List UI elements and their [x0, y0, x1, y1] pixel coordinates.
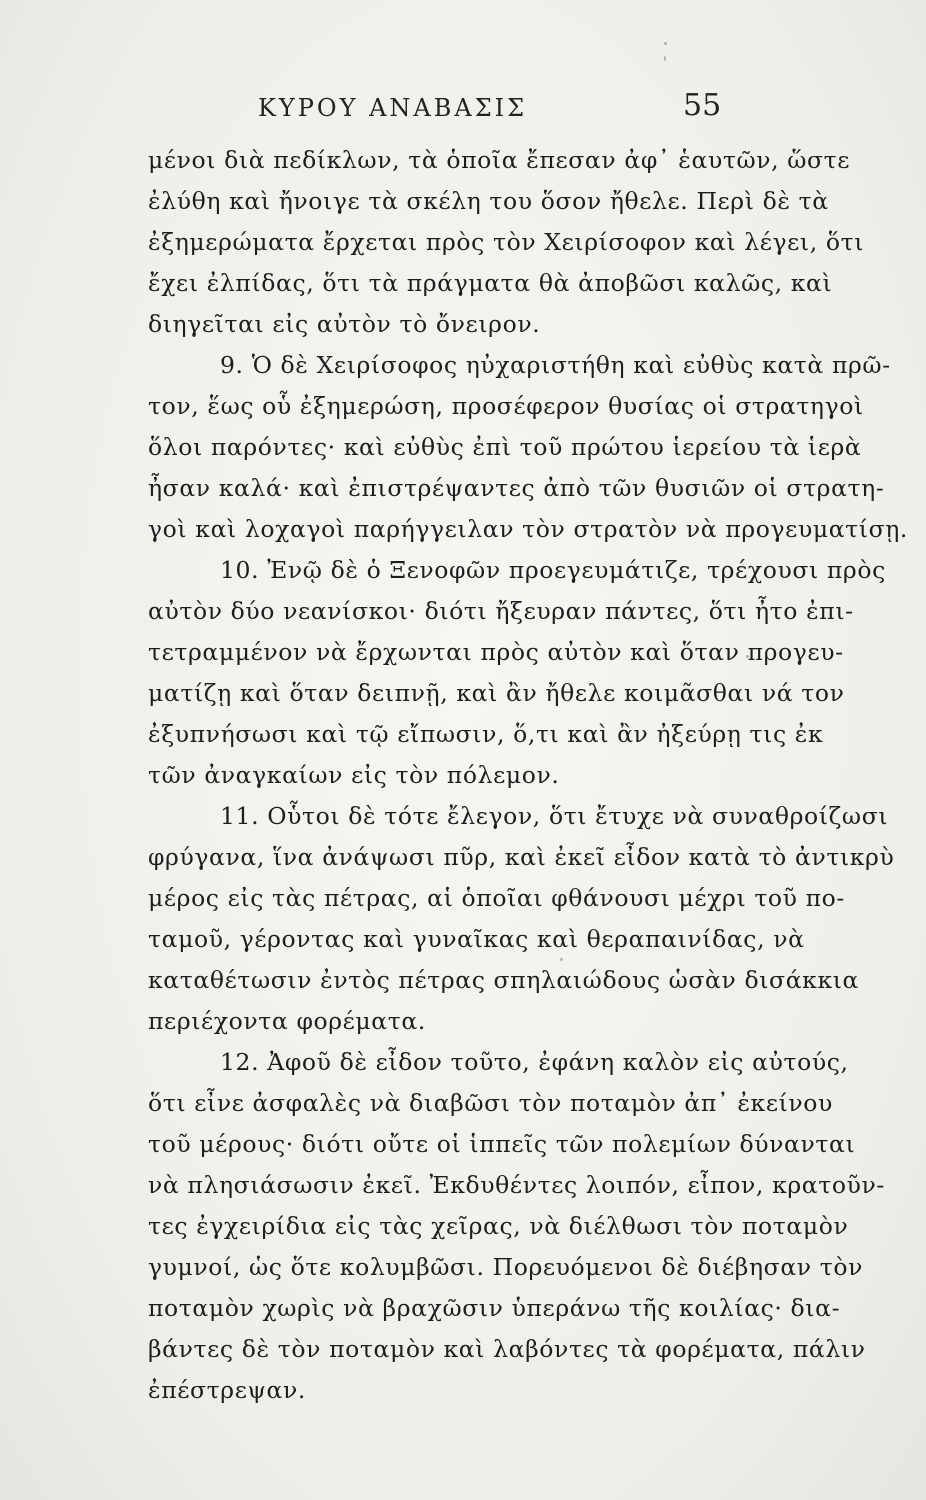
text-line: ἐλύθη καὶ ἤνοιγε τὰ σκέλη του ὅσον ἤθελε. Περὶ δὲ τὰ — [148, 187, 829, 215]
text-line: τοῦ μέρους· διότι οὔτε οἱ ἱππεῖς τῶν πολεμίων δύνανται — [148, 1130, 856, 1158]
paragraph-start-10: 10. Ἐνῷ δὲ ὁ Ξενοφῶν προεγευμάτιζε, τρέχουσι πρὸς — [220, 556, 886, 584]
body-text — [148, 140, 908, 1411]
text-line: ἐξυπνήσωσι καὶ τῷ εἴπωσιν, ὅ,τι καὶ ἂν ἠξεύρῃ τις ἐκ — [148, 720, 824, 748]
text-line: αὐτὸν δύο νεανίσκοι· διότι ἤξευραν πάντες, ὅτι ἦτο ἐπι- — [148, 597, 854, 625]
text-line: γυμνοί, ὡς ὅτε κολυμβῶσι. Πορευόμενοι δὲ διέβησαν τὸν — [148, 1253, 863, 1281]
text-line: τες ἐγχειρίδια εἰς τὰς χεῖρας, νὰ διέλθωσι τὸν ποταμὸν — [148, 1212, 849, 1240]
text-line: ἦσαν καλά· καὶ ἐπιστρέψαντες ἀπὸ τῶν θυσιῶν οἱ στρατη- — [148, 474, 885, 502]
text-line: ἔχει ἐλπίδας, ὅτι τὰ πράγματα θὰ ἀποβῶσι καλῶς, καὶ — [148, 269, 833, 297]
paper-speck — [664, 56, 666, 61]
text-line: φρύγανα, ἵνα ἀνάψωσι πῦρ, καὶ ἐκεῖ εἶδον κατὰ τὸ ἀντικρὺ — [148, 843, 895, 871]
paper-speck — [560, 958, 563, 961]
text-line: γοὶ καὶ λοχαγοὶ παρήγγειλαν τὸν στρατὸν νὰ προγευματίσῃ. — [148, 515, 908, 543]
text-line: ματίζῃ καὶ ὅταν δειπνῇ, καὶ ἂν ἤθελε κοιμᾶσθαι νά τον — [148, 679, 845, 707]
running-title: ΚΥΡΟΥ ΑΝΑΒΑΣΙΣ — [258, 94, 528, 122]
paragraph-start-12: 12. Ἀφοῦ δὲ εἶδον τοῦτο, ἐφάνη καλὸν εἰς αὐτούς, — [220, 1048, 849, 1076]
text-line: ποταμὸν χωρὶς νὰ βραχῶσιν ὑπεράνω τῆς κοιλίας· δια- — [148, 1294, 841, 1322]
text-line: μέρος εἰς τὰς πέτρας, αἱ ὁποῖαι φθάνουσι μέχρι τοῦ πο- — [148, 884, 845, 912]
paragraph-start-11: 11. Οὗτοι δὲ τότε ἔλεγον, ὅτι ἔτυχε νὰ συναθροίζωσι — [220, 802, 889, 830]
page-header — [0, 88, 926, 134]
paragraph-start-9: 9. Ὁ δὲ Χειρίσοφος ηὐχαριστήθη καὶ εὐθὺς κατὰ πρῶ- — [220, 351, 891, 379]
text-line: νὰ πλησιάσωσιν ἐκεῖ. Ἐκδυθέντες λοιπόν, εἶπον, κρατοῦν- — [148, 1171, 885, 1199]
text-line: τετραμμένον νὰ ἔρχωνται πρὸς αὐτὸν καὶ ὅταν προγευ- — [148, 638, 844, 666]
text-line: ὅτι εἶνε ἀσφαλὲς νὰ διαβῶσι τὸν ποταμὸν ἀπ᾽ ἐκείνου — [148, 1089, 833, 1117]
page-number: 55 — [683, 88, 722, 123]
text-line: καταθέτωσιν ἐντὸς πέτρας σπηλαιώδους ὡσὰν δισάκκια — [148, 966, 860, 994]
text-line: ἐπέστρεψαν. — [148, 1376, 306, 1404]
text-line: τῶν ἀναγκαίων εἰς τὸν πόλεμον. — [148, 761, 560, 789]
text-line: ὅλοι παρόντες· καὶ εὐθὺς ἐπὶ τοῦ πρώτου ἱερείου τὰ ἱερὰ — [148, 433, 862, 461]
text-line: μένοι διὰ πεδίκλων, τὰ ὁποῖα ἔπεσαν ἀφ᾽ ἑαυτῶν, ὥστε — [148, 146, 851, 174]
text-line: ἐξημερώματα ἔρχεται πρὸς τὸν Χειρίσοφον καὶ λέγει, ὅτι — [148, 228, 865, 256]
text-line: ταμοῦ, γέροντας καὶ γυναῖκας καὶ θεραπαινίδας, νὰ — [148, 925, 805, 953]
text-line: περιέχοντα φορέματα. — [148, 1007, 426, 1035]
text-line: βάντες δὲ τὸν ποταμὸν καὶ λαβόντες τὰ φορέματα, πάλιν — [148, 1335, 866, 1363]
paper-speck — [664, 42, 667, 45]
text-line: διηγεῖται εἰς αὐτὸν τὸ ὄνειρον. — [148, 310, 541, 338]
text-line: τον, ἕως οὗ ἐξημερώση, προσέφερον θυσίας οἱ στρατηγοὶ — [148, 392, 864, 420]
paper-speck — [746, 655, 749, 658]
